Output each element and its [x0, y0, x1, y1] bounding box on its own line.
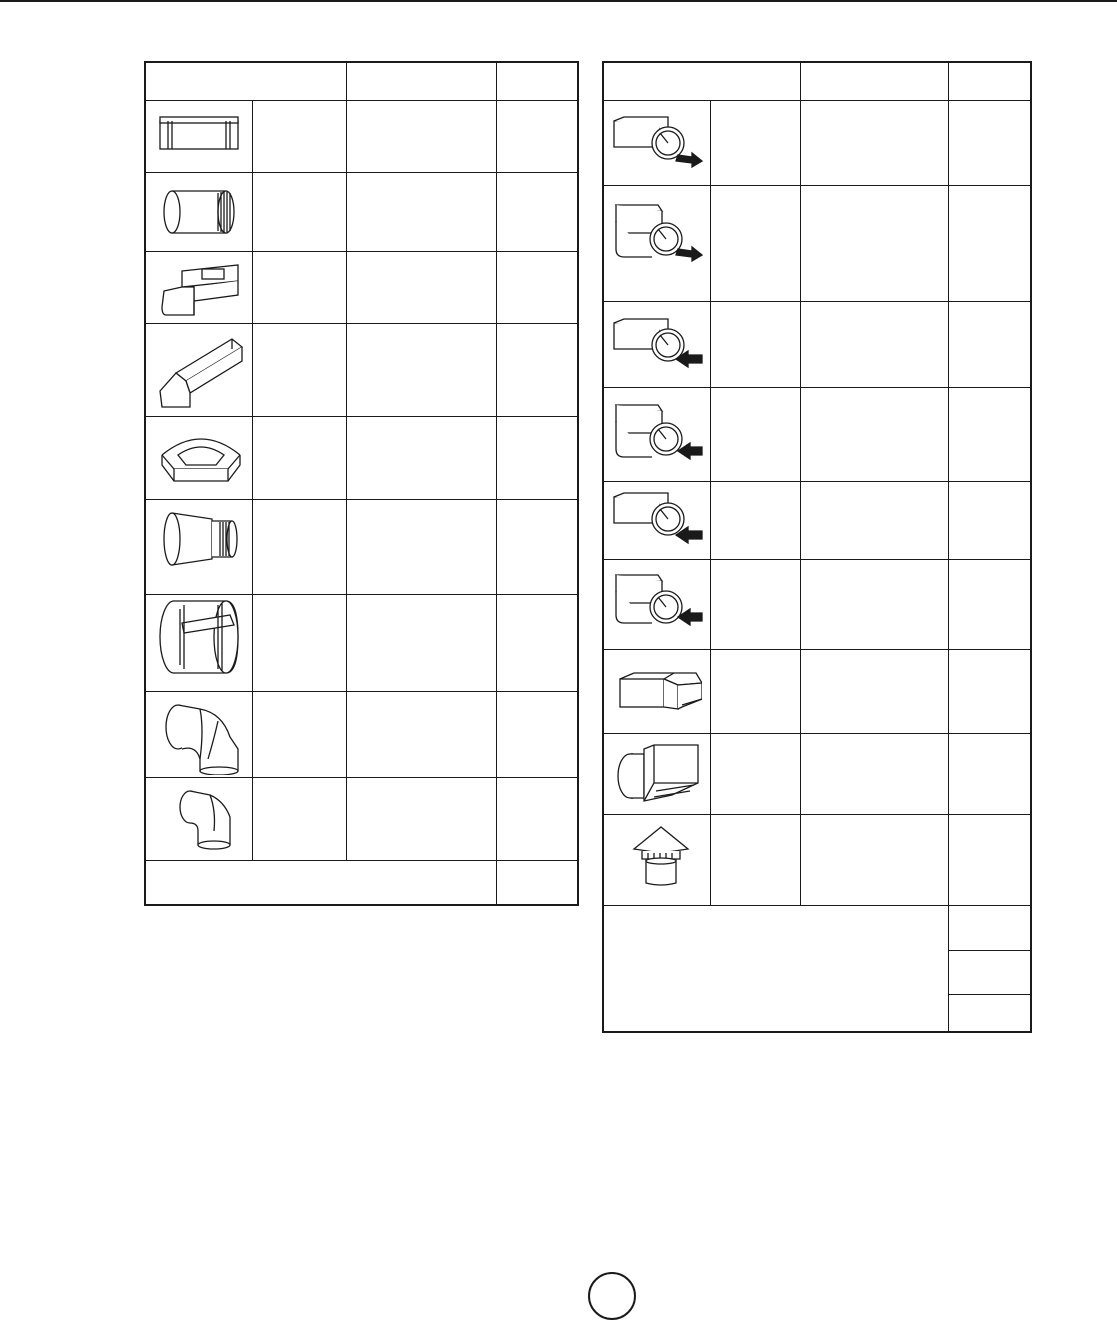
column-divider [496, 63, 497, 904]
rectangular-duct-icon [156, 113, 242, 157]
round-to-rect-elbow-transition-icon [610, 569, 704, 635]
left-duct-table [144, 61, 579, 906]
column-divider [948, 63, 949, 1031]
page-number-badge [588, 1272, 636, 1320]
top-rule [0, 0, 1117, 2]
table-row [146, 63, 577, 101]
wall-cap-icon [616, 669, 702, 715]
table-row [604, 63, 1030, 101]
round-to-rect-transition-icon [610, 491, 704, 549]
column-divider [800, 63, 801, 101]
table-row [948, 951, 1030, 995]
rectangular-45-elbow-icon [156, 333, 246, 409]
rectangular-elbow-icon [158, 261, 242, 317]
wall-cap-with-duct-icon [612, 743, 704, 809]
right-duct-table [602, 61, 1032, 1033]
round-to-rect-elbow-transition-icon [610, 399, 704, 469]
column-divider [346, 101, 347, 861]
round-45-elbow-icon [174, 787, 236, 851]
column-divider [710, 101, 711, 906]
round-adapter-icon [160, 509, 240, 569]
round-to-rect-transition-icon [610, 317, 704, 375]
round-90-elbow-icon [160, 699, 242, 775]
column-divider [800, 101, 801, 906]
rect-to-round-transition-icon [610, 115, 704, 173]
flat-90-elbow-icon [156, 425, 246, 485]
table-row [948, 906, 1030, 951]
column-divider [346, 63, 347, 101]
column-divider [252, 101, 253, 861]
round-duct-icon [160, 187, 240, 237]
round-damper-icon [154, 597, 244, 677]
roof-cap-icon [628, 823, 694, 889]
rect-to-round-elbow-transition-icon [610, 199, 704, 269]
